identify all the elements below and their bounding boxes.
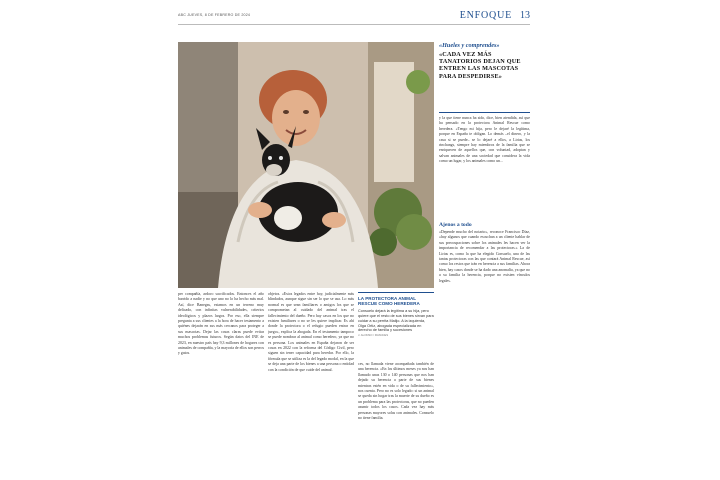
section-title: ENFOQUE — [459, 10, 512, 21]
caption-rule — [358, 292, 434, 293]
pull-quote — [439, 42, 530, 80]
subhead-ajenos: Ajenos a todo — [439, 222, 472, 228]
middle-column-text — [268, 292, 354, 474]
lower-middle-column-text — [358, 362, 434, 474]
newspaper-page — [178, 8, 530, 474]
photo-woman-with-dog — [178, 42, 434, 288]
pull-quote-kicker: «Hueles y comprendes» — [439, 42, 500, 49]
page-number: 13 — [520, 10, 530, 21]
right-column-text-1 — [439, 116, 530, 220]
header-date: ABC JUEVES, 8 DE FEBRERO DE 2024 — [178, 13, 251, 17]
middle-column-paragraph: objetos. «Estos legados entre hoy, judicialmente más blindados, aunque sigue sin ser lo que se usa. Lo más normal es que sean familiares o amigos los que se comprometan al cuidado del animal tras el fallecimiento del dueño. Pero hay casos en los que no existen familiares o no se les quiere implicar. Es ahí donde la protectora o el refugio pueden entrar en juego», explica la abogada. En el testamento tampoco se puede nombrar al animal como heredero, ya que no es persona. Los animales en España dejaron de ser cosas en 2022 con la reforma del Código Civil, pero siguen sin tener capacidad para heredar. Por ello, la fórmula que se utiliza es la del legado modal, en la que se deja una parte de los bienes a una persona o entidad con la condición de que cuide del animal. — [268, 292, 354, 372]
pull-quote-rule — [439, 112, 530, 113]
right-column-text-2 — [439, 230, 530, 474]
right-column-paragraph-2: «Depende mucho del notario», reconoce Francisco Díaz, «hay algunos que cuando escuchan a un cliente hablar de sus preocupaciones sobre los animales les hacen ver la importancia de recomendar a las protectoras.» La de Lirias es, como la que ha elegido Consuelo, una de las tantas protectoras con las que contará Animal Rescue, así como los restos que irán en herencia a sus familias. Ahora bien, hay casos donde se ha dado una anomalía, ya que no a su familia la herencia, porque no existen vínculos legales. — [439, 230, 530, 283]
pull-quote-headline: «CADA VEZ MÁS TANATORIOS DEJAN QUE ENTREN LAS MASCOTAS PARA DESPEDIRSE» — [439, 51, 521, 80]
caption-title: LA PROTECTORA ANIMAL RESCUE COMO HEREDERA — [358, 296, 420, 307]
lower-middle-paragraph: ces, no llamada viene acompañada también de una herencia. «En los últimos meses ya nos han llamado unas 130 o 140 personas que nos han dejado su herencia a parte de sus bienes mientras estén en vida o de su fallecimiento», nos cuenta. Pero no es solo legado: si un animal se queda sin hogar tras la muerte de su dueño es un problema para las protectoras, que no pueden asumir todos los casos. Cada vez hay más personas mayores solas con animales. Consuelo no tiene familia. — [358, 362, 434, 421]
left-column-paragraph: per compañía, ardoro sacrificados. Entonces el año barrido a nadie y no que uno no lo ha hecho más mal. Así, dice Banegas, estamos en un terreno muy delicado, con infinitas vulnerabilidades, criterios ideológicos y plazos largos. Por eso, ella siempre pregunta a sus clientes a la hora de hacer testamento a quiénes dejarán en sus más cercanos para proteger a sus mascotas. Dejar las cosas claras puede evitar muchos problemas futuros. Según datos del INE de 2023, en nuestro país hay 9,3 millones de hogares con animales de compañía, y la mayoría de ellos son perros y gatos. — [178, 292, 264, 356]
left-column-text — [178, 292, 264, 474]
page-header — [178, 8, 530, 25]
photo-caption — [358, 292, 434, 337]
caption-text: Consuelo dejará la legítima a su hija, pero quiere que el resto de sus bienes sirvan para cuidar a su perrita Malijo. A la izquierda, Olga Ortiz, abogada especializada en derecho de familia y sucesiones — [358, 308, 434, 333]
caption-credit: J. ALONSO / FRANCES — [358, 333, 389, 338]
right-column-paragraph-1: y la que tiene nunca ha sido, dice, bien atendida, así que ha pensado en la protectora Animal Rescue como heredera. «Tengo mi hija, pero le dejaré la legítima, porque en España te obligan. Lo demás –el dinero, y la casa si se puede– se lo dejaré a ellos, a Lirias, los rinchangs, siempre hay miembros de la familia que se enriquecen de aquellos que, con voluntad, adoptan y salvan animales de una sociedad que considera la vida como un lugar, y los animales como un... — [439, 116, 530, 164]
